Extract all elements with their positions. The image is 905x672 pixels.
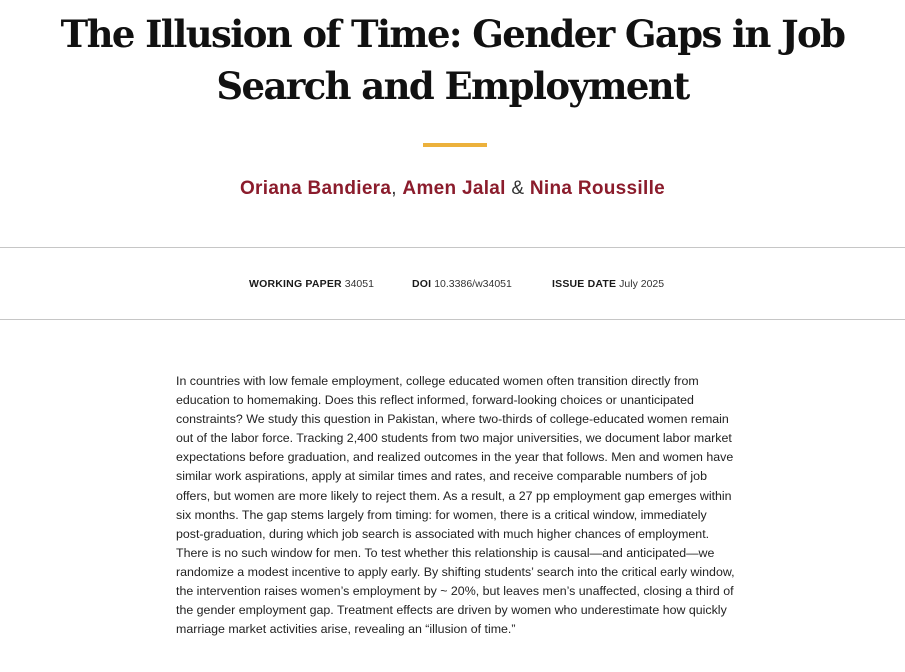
working-paper-number: 34051 <box>344 278 374 290</box>
doi-label: DOI <box>412 278 432 290</box>
issue-date-meta <box>552 278 664 292</box>
issue-date-value: July 2025 <box>619 278 665 290</box>
issue-date-label: ISSUE DATE <box>552 278 617 290</box>
meta-divider-top <box>0 247 905 248</box>
author-list <box>0 178 905 200</box>
abstract-text: In countries with low female employment, college educated women often transition directly from education to homemaking. Does this reflect informed, forward-looking choices or unanticipated constraints? We study this question in Pakistan, where two-thirds of college-educated women remain out of the labor force. Tracking 2,400 students from two major universities, we document labor market expectations before graduation, and realized outcomes in the year that follows. Men and women have similar work aspirations, apply at similar times and rates, and receive comparable numbers of job offers, but women are more likely to reject them. As a result, a 27 pp employment gap emerges within six months. The gap stems largely from timing: for women, there is a critical window, immediately post-graduation, during which job search is associated with much higher chances of employment. There is no such window for men. To test whether this relationship is causal—and anticipated—we randomize a modest incentive to apply early. By shifting students’ search into the critical early window, the intervention raises women’s employment by ~ 20%, but leaves men’s unaffected, closing a third of the gender employment gap. Treatment effects are driven by women who underestimate how quickly marriage market activities arise, revealing an “illusion of time.” <box>176 374 735 637</box>
title-accent-rule <box>423 143 487 147</box>
working-paper-meta <box>249 278 374 292</box>
meta-divider-bottom <box>0 319 905 320</box>
working-paper-label: WORKING PAPER <box>249 278 342 290</box>
author-link-oriana-bandiera[interactable]: Oriana Bandiera <box>239 178 392 199</box>
author-separator: , <box>391 178 403 199</box>
author-link-nina-roussille[interactable]: Nina Roussille <box>529 178 666 199</box>
doi-value[interactable]: 10.3386/w34051 <box>434 278 512 290</box>
author-link-amen-jalal[interactable]: Amen Jalal <box>402 178 506 199</box>
page-title: The Illusion of Time: Gender Gaps in Job Search and Employment <box>60 12 845 108</box>
author-separator: & <box>505 178 530 199</box>
doi-meta <box>412 278 512 292</box>
